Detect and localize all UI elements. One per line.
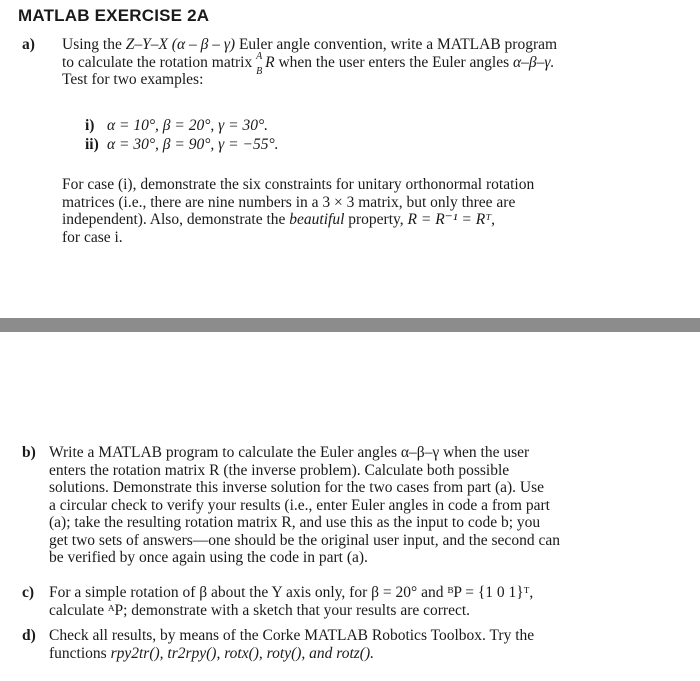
part-b-line-4: (a); take the resulting rotation matrix R, and use this as the input to code b; you: [49, 514, 541, 531]
case-line3: independent). Also, demonstrate the beautiful property, R = R⁻¹ = Rᵀ,: [62, 211, 496, 228]
part-d-line2-pre: functions: [49, 644, 111, 662]
part-a-line1-pre: Using the: [62, 36, 126, 53]
rotation-matrix-symbol: A B R: [256, 50, 275, 77]
part-a-label: a): [22, 36, 35, 53]
example-ii: [85, 136, 279, 154]
euler-angles-text: α–β–γ.: [513, 53, 555, 71]
part-b-line-2: solutions. Demonstrate this inverse solution for the two cases from part (a). Use: [49, 479, 545, 496]
example-i: [85, 117, 268, 135]
part-b-line-0: Write a MATLAB program to calculate the Euler angles α–β–γ when the user: [49, 444, 530, 461]
part-b-label: b): [22, 444, 36, 461]
case-i-paragraph: [62, 176, 636, 246]
part-c-label: c): [22, 584, 35, 601]
case-line4: for case i.: [62, 228, 123, 246]
part-b-line-3: a circular check to verify your results (i.e., enter Euler angles in code a from part: [49, 496, 550, 514]
example-ii-values: α = 30°, β = 90°, γ = −55°.: [107, 136, 279, 153]
example-i-label: i): [85, 117, 95, 134]
toolbox-functions: rpy2tr(), tr2rpy(), rotx(), roty(), and rotz().: [110, 644, 375, 662]
separator-bar: [0, 318, 700, 332]
property-equation: R = R⁻¹ = Rᵀ,: [407, 211, 496, 228]
part-b: [22, 444, 642, 567]
exercise-title: MATLAB EXERCISE 2A: [18, 6, 210, 25]
part-c-line1: For a simple rotation of β about the Y axis only, for β = 20° and ᴮP = {1 0 1}ᵀ,: [49, 584, 534, 601]
part-c: [22, 584, 642, 619]
part-a-line2-pre: to calculate the rotation matrix: [62, 53, 257, 71]
part-d: [22, 627, 642, 662]
part-a-line3: Test for two examples:: [62, 71, 204, 88]
convention-text: Z–Y–X (α – β – γ): [125, 36, 236, 53]
part-b-line-1: enters the rotation matrix R (the inverse problem). Calculate both possible: [49, 461, 510, 479]
part-a-line2-post: when the user enters the Euler angles: [274, 53, 514, 71]
part-d-line1: Check all results, by means of the Corke MATLAB Robotics Toolbox. Try the: [49, 627, 535, 644]
example-ii-label: ii): [85, 136, 99, 153]
part-c-line2: calculate ᴬP; demonstrate with a sketch that your results are correct.: [49, 601, 471, 619]
part-d-label: d): [22, 627, 36, 644]
part-b-line-6: be verified by once again using the code in part (a).: [49, 549, 368, 566]
part-a-line1-post: Euler angle convention, write a MATLAB program: [235, 36, 558, 53]
part-b-line-5: get two sets of answers—one should be the original user input, and the second can: [49, 531, 560, 549]
case-line1: For case (i), demonstrate the six constraints for unitary orthonormal rotation: [62, 176, 535, 193]
example-i-values: α = 10°, β = 20°, γ = 30°.: [107, 117, 269, 134]
part-a: [22, 36, 642, 89]
case-line2: matrices (i.e., there are nine numbers in a 3 × 3 matrix, but only three are: [62, 193, 516, 211]
